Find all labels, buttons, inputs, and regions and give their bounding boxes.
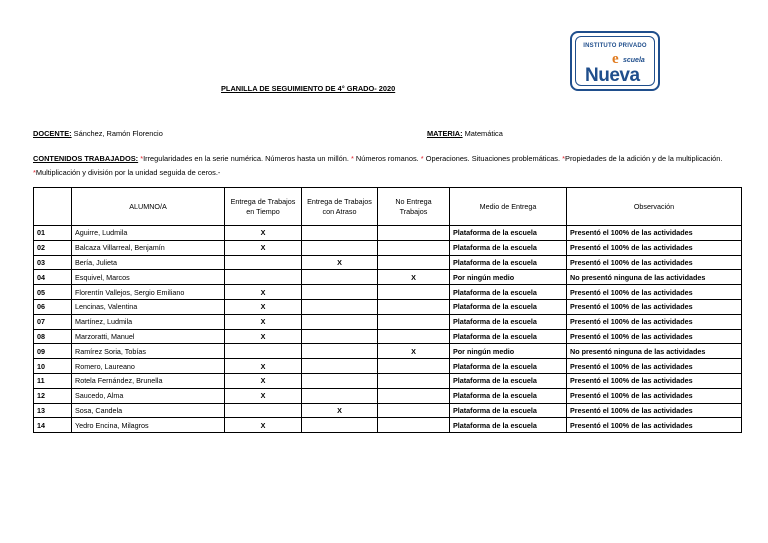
cell-observacion: Presentó el 100% de las actividades bbox=[567, 403, 742, 418]
table-row bbox=[34, 314, 742, 329]
cell-no-entrega bbox=[378, 240, 450, 255]
cell-alumno: Romero, Laureano bbox=[72, 359, 225, 374]
cell-no-entrega bbox=[378, 418, 450, 433]
cell-entrega-tiempo: X bbox=[225, 329, 302, 344]
cell-number: 03 bbox=[34, 255, 72, 270]
logo-e-letter: e bbox=[612, 51, 619, 67]
cell-entrega-atraso bbox=[302, 240, 378, 255]
table-header-row bbox=[34, 188, 742, 226]
contenidos-star: * bbox=[33, 168, 36, 177]
cell-alumno: Bería, Julieta bbox=[72, 255, 225, 270]
header-number bbox=[34, 188, 72, 226]
materia-value: Matemática bbox=[462, 129, 503, 138]
cell-entrega-tiempo bbox=[225, 344, 302, 359]
table-row bbox=[34, 299, 742, 314]
cell-observacion: Presentó el 100% de las actividades bbox=[567, 226, 742, 241]
header-entrega-tiempo: Entrega de Trabajos en Tiempo bbox=[225, 188, 302, 226]
cell-observacion: Presentó el 100% de las actividades bbox=[567, 388, 742, 403]
materia-line bbox=[427, 129, 503, 138]
table-row bbox=[34, 388, 742, 403]
header-entrega-atraso: Entrega de Trabajos con Atraso bbox=[302, 188, 378, 226]
cell-no-entrega bbox=[378, 314, 450, 329]
cell-observacion: Presentó el 100% de las actividades bbox=[567, 373, 742, 388]
cell-entrega-tiempo: X bbox=[225, 299, 302, 314]
cell-no-entrega bbox=[378, 226, 450, 241]
table-row bbox=[34, 255, 742, 270]
table-row bbox=[34, 329, 742, 344]
cell-medio: Plataforma de la escuela bbox=[450, 226, 567, 241]
table-row bbox=[34, 344, 742, 359]
cell-medio: Por ningún medio bbox=[450, 344, 567, 359]
cell-observacion: No presentó ninguna de las actividades bbox=[567, 344, 742, 359]
cell-medio: Plataforma de la escuela bbox=[450, 255, 567, 270]
cell-alumno: Esquivel, Marcos bbox=[72, 270, 225, 285]
cell-entrega-atraso bbox=[302, 373, 378, 388]
cell-no-entrega bbox=[378, 403, 450, 418]
contenidos-item: Multiplicación y división por la unidad seguida de ceros.- bbox=[35, 168, 221, 177]
cell-entrega-atraso bbox=[302, 418, 378, 433]
cell-alumno: Martínez, Ludmila bbox=[72, 314, 225, 329]
cell-entrega-atraso bbox=[302, 344, 378, 359]
contenidos-star: * bbox=[420, 154, 424, 163]
cell-entrega-atraso bbox=[302, 359, 378, 374]
cell-observacion: Presentó el 100% de las actividades bbox=[567, 329, 742, 344]
cell-entrega-tiempo bbox=[225, 270, 302, 285]
header-observacion: Observación bbox=[567, 188, 742, 226]
cell-entrega-tiempo: X bbox=[225, 314, 302, 329]
cell-number: 11 bbox=[34, 373, 72, 388]
cell-entrega-tiempo: X bbox=[225, 388, 302, 403]
cell-alumno: Rotela Fernández, Brunella bbox=[72, 373, 225, 388]
cell-alumno: Yedro Encina, Milagros bbox=[72, 418, 225, 433]
cell-observacion: Presentó el 100% de las actividades bbox=[567, 359, 742, 374]
cell-number: 08 bbox=[34, 329, 72, 344]
contenidos-star: * bbox=[140, 154, 144, 163]
docente-value: Sánchez, Ramón Florencio bbox=[71, 129, 163, 138]
cell-medio: Plataforma de la escuela bbox=[450, 299, 567, 314]
cell-entrega-tiempo: X bbox=[225, 373, 302, 388]
cell-number: 04 bbox=[34, 270, 72, 285]
school-logo bbox=[570, 31, 660, 91]
contenidos-label: CONTENIDOS TRABAJADOS: bbox=[33, 154, 139, 163]
contenidos-item: Propiedades de la adición y de la multiplicación. bbox=[565, 154, 723, 163]
cell-entrega-atraso bbox=[302, 226, 378, 241]
cell-number: 14 bbox=[34, 418, 72, 433]
table-row bbox=[34, 226, 742, 241]
cell-medio: Plataforma de la escuela bbox=[450, 329, 567, 344]
cell-alumno: Marzoratti, Manuel bbox=[72, 329, 225, 344]
cell-no-entrega: X bbox=[378, 270, 450, 285]
cell-entrega-tiempo bbox=[225, 255, 302, 270]
contenidos-star: * bbox=[562, 154, 566, 163]
cell-no-entrega bbox=[378, 388, 450, 403]
cell-entrega-atraso bbox=[302, 299, 378, 314]
docente-line bbox=[33, 129, 163, 138]
cell-entrega-atraso bbox=[302, 314, 378, 329]
cell-entrega-tiempo bbox=[225, 403, 302, 418]
header-no-entrega: No Entrega Trabajos bbox=[378, 188, 450, 226]
cell-entrega-atraso bbox=[302, 270, 378, 285]
table-row bbox=[34, 270, 742, 285]
contenidos-paragraph bbox=[33, 152, 745, 180]
table-row bbox=[34, 359, 742, 374]
cell-medio: Plataforma de la escuela bbox=[450, 240, 567, 255]
cell-entrega-atraso bbox=[302, 285, 378, 300]
cell-medio: Plataforma de la escuela bbox=[450, 285, 567, 300]
cell-alumno: Lencinas, Valentina bbox=[72, 299, 225, 314]
cell-number: 13 bbox=[34, 403, 72, 418]
cell-alumno: Saucedo, Alma bbox=[72, 388, 225, 403]
cell-entrega-atraso bbox=[302, 329, 378, 344]
cell-observacion: No presentó ninguna de las actividades bbox=[567, 270, 742, 285]
logo-institute-text: INSTITUTO PRIVADO bbox=[583, 43, 647, 49]
cell-medio: Plataforma de la escuela bbox=[450, 314, 567, 329]
cell-number: 02 bbox=[34, 240, 72, 255]
cell-medio: Plataforma de la escuela bbox=[450, 359, 567, 374]
cell-entrega-atraso bbox=[302, 388, 378, 403]
cell-medio: Plataforma de la escuela bbox=[450, 403, 567, 418]
cell-number: 10 bbox=[34, 359, 72, 374]
cell-entrega-tiempo: X bbox=[225, 359, 302, 374]
contenidos-star: * bbox=[350, 154, 354, 163]
cell-alumno: Balcaza Villarreal, Benjamín bbox=[72, 240, 225, 255]
cell-alumno: Sosa, Candela bbox=[72, 403, 225, 418]
logo-frame bbox=[575, 36, 655, 86]
cell-number: 07 bbox=[34, 314, 72, 329]
table-body bbox=[34, 226, 742, 433]
cell-entrega-tiempo: X bbox=[225, 226, 302, 241]
cell-medio: Plataforma de la escuela bbox=[450, 388, 567, 403]
cell-no-entrega: X bbox=[378, 344, 450, 359]
cell-number: 01 bbox=[34, 226, 72, 241]
table-row bbox=[34, 373, 742, 388]
cell-observacion: Presentó el 100% de las actividades bbox=[567, 240, 742, 255]
cell-medio: Plataforma de la escuela bbox=[450, 418, 567, 433]
cell-medio: Plataforma de la escuela bbox=[450, 373, 567, 388]
cell-observacion: Presentó el 100% de las actividades bbox=[567, 285, 742, 300]
cell-entrega-tiempo: X bbox=[225, 240, 302, 255]
contenidos-item: Irregularidades en la serie numérica. Números hasta un millón. bbox=[143, 154, 351, 163]
cell-no-entrega bbox=[378, 329, 450, 344]
page-title: PLANILLA DE SEGUIMIENTO DE 4° GRADO- 2020 bbox=[221, 84, 396, 93]
cell-alumno: Aguirre, Ludmila bbox=[72, 226, 225, 241]
cell-entrega-atraso: X bbox=[302, 403, 378, 418]
cell-alumno: Florentín Vallejos, Sergio Emiliano bbox=[72, 285, 225, 300]
cell-alumno: Ramírez Soria, Tobías bbox=[72, 344, 225, 359]
cell-number: 09 bbox=[34, 344, 72, 359]
header-medio: Medio de Entrega bbox=[450, 188, 567, 226]
cell-observacion: Presentó el 100% de las actividades bbox=[567, 314, 742, 329]
logo-escuela-text: scuela bbox=[623, 57, 645, 64]
cell-entrega-tiempo: X bbox=[225, 285, 302, 300]
cell-no-entrega bbox=[378, 285, 450, 300]
table-row bbox=[34, 418, 742, 433]
cell-medio: Por ningún medio bbox=[450, 270, 567, 285]
tracking-table bbox=[33, 187, 742, 433]
contenidos-item: Operaciones. Situaciones problemáticas. bbox=[423, 154, 563, 163]
table-row bbox=[34, 285, 742, 300]
cell-entrega-tiempo: X bbox=[225, 418, 302, 433]
cell-entrega-atraso: X bbox=[302, 255, 378, 270]
docente-label: DOCENTE: bbox=[33, 129, 72, 138]
contenidos-item: Números romanos. bbox=[353, 154, 421, 163]
cell-number: 05 bbox=[34, 285, 72, 300]
cell-number: 06 bbox=[34, 299, 72, 314]
cell-number: 12 bbox=[34, 388, 72, 403]
logo-nueva-text: Nueva bbox=[585, 65, 640, 86]
table-row bbox=[34, 403, 742, 418]
table-row bbox=[34, 240, 742, 255]
cell-no-entrega bbox=[378, 359, 450, 374]
cell-observacion: Presentó el 100% de las actividades bbox=[567, 255, 742, 270]
cell-observacion: Presentó el 100% de las actividades bbox=[567, 418, 742, 433]
cell-no-entrega bbox=[378, 255, 450, 270]
cell-no-entrega bbox=[378, 299, 450, 314]
cell-observacion: Presentó el 100% de las actividades bbox=[567, 299, 742, 314]
materia-label: MATERIA: bbox=[427, 129, 463, 138]
cell-no-entrega bbox=[378, 373, 450, 388]
header-alumno: ALUMNO/A bbox=[72, 188, 225, 226]
